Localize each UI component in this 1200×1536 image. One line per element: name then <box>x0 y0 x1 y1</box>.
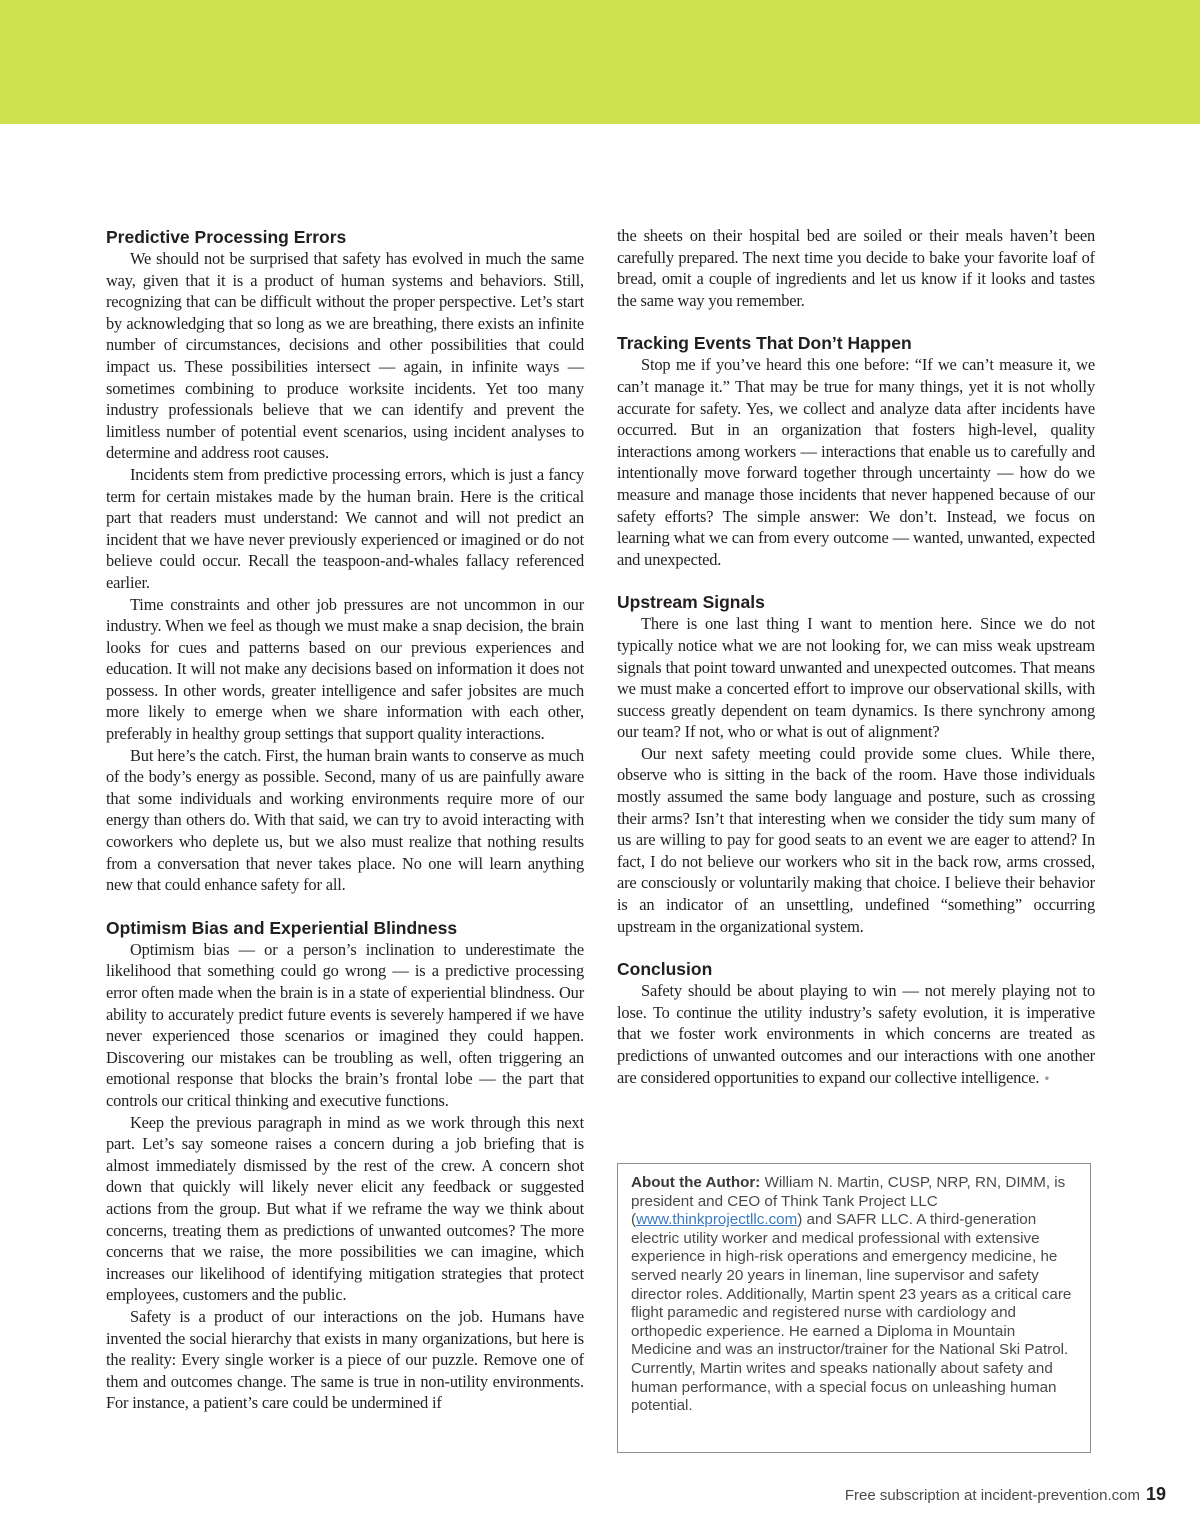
section-heading-predictive-processing: Predictive Processing Errors <box>106 227 347 247</box>
section-heading-upstream-signals: Upstream Signals <box>617 592 765 613</box>
author-bio-rest: ) and SAFR LLC. A third-generation electric utility worker and medical professional with extensive experience in high-risk operations and emergency medicine, he served nearly 20 years in lineman, line supervisor and safety director roles. Additionally, Martin spent 23 years as a critical care flight paramedic and registered nurse with cardiology and orthopedic experience. He earned a Diploma in Mountain Medicine and was an instructor/trainer for the National Ski Patrol. Currently, Martin writes and speaks nationally about safety and human performance, with a special focus on unleashing human potential. <box>631 1211 1072 1415</box>
about-the-author-box <box>617 1163 1091 1453</box>
section-gap <box>617 570 1095 590</box>
section-heading-tracking-events: Tracking Events That Don’t Happen <box>617 333 912 354</box>
section-heading-conclusion: Conclusion <box>617 959 713 980</box>
author-website-link[interactable]: www.thinkprojectllc.com <box>636 1211 798 1229</box>
paragraph: There is one last thing I want to mention here. Since we do not typically notice what we are not looking for, we can miss weak upstream signals that point toward unwanted and unexpected outcomes. That means we must make a concerted effort to improve our observational skills, with success greatly dependent on team dynamics. Is there synchrony among our team? If not, who or what is out of alignment? <box>617 614 1095 742</box>
left-column <box>106 225 584 1414</box>
section-heading-optimism-bias: Optimism Bias and Experiential Blindness <box>106 917 458 938</box>
section-gap <box>106 896 584 916</box>
conclusion-text: Safety should be about playing to win — not merely playing not to lose. To continue the utility industry’s safety evolution, it is imperative that we foster work environments in which concerns are treated as predictions of unwanted outcomes and our interactions with one another are considered opportunities to expand our collective intelligence. <box>617 981 1095 1087</box>
paragraph: Time constraints and other job pressures are not uncommon in our industry. When we feel as though we must make a snap decision, the brain looks for cues and patterns based on our previous experiences and education. It will not make any decisions based on information it does not possess. In other words, greater intelligence and safer jobsites are much more likely to emerge when we share information with each other, preferably in healthy group settings that support quality interactions. <box>106 594 584 744</box>
author-box-lead: About the Author: <box>631 1174 761 1191</box>
header-color-band <box>0 0 1200 124</box>
right-column <box>617 225 1095 1090</box>
author-bio-intro: William N. Martin, CUSP, NRP, RN, DIMM, is president and CEO of Think Tank Project LLC ( <box>631 1174 1066 1229</box>
page-footer <box>845 1482 1166 1508</box>
section-gap <box>617 937 1095 957</box>
paragraph: Optimism bias — or a person’s inclination to underestimate the likelihood that something could go wrong — is a predictive processing error often made when the brain is in a state of experiential blindness. Our ability to accurately predict future events is severely hampered if we have never experienced those scenarios or imagined they could happen. Discovering our mistakes can be troubling as well, often triggering an emotional response that blocks the brain’s frontal lobe — the part that controls our critical thinking and executive functions. <box>106 939 584 1110</box>
page-number: 19 <box>1145 1484 1166 1504</box>
paragraph: But here’s the catch. First, the human brain wants to conserve as much of the body’s energy as possible. Second, many of us are painfully aware that some individuals and working environments require more of our energy than others do. With that said, we can try to avoid interacting with coworkers who deplete us, but we also must realize that nothing results from a conversation that never takes place. No one will learn anything new that could enhance safety for all. <box>106 745 584 895</box>
footer-subscription-text: Free subscription at incident-prevention.com <box>844 1487 1140 1504</box>
paragraph-continuation: the sheets on their hospital bed are soiled or their meals haven’t been carefully prepared. The next time you decide to bake your favorite loaf of bread, omit a couple of ingredients and let us know if it looks and tastes the same way you remember. <box>617 226 1095 310</box>
paragraph: Our next safety meeting could provide some clues. While there, observe who is sitting in the back of the room. Have those individuals mostly assumed the same body language and posture, such as crossing their arms? Isn’t that interesting when we consider the tidy sum many of us are willing to pay for good seats to an event we are eager to attend? In fact, I do not believe our workers who sit in the back row, arms crossed, are consciously or voluntarily making that choice. I believe their behavior is an indicator of an unsettling, undefined “something” occurring upstream in the organizational system. <box>617 743 1095 936</box>
end-of-article-mark: • <box>1043 1071 1051 1086</box>
paragraph-conclusion <box>617 980 1095 1090</box>
paragraph: We should not be surprised that safety has evolved in much the same way, given that it is a product of human systems and behaviors. Still, recognizing that can be difficult without the proper perspective. Let’s start by acknowledging that so long as we are breathing, there exists an infinite number of circumstances, decisions and other possibilities that could impact us. These possibilities intersect — again, in infinite ways — sometimes combining to produce worksite incidents. Yet too many industry professionals believe that we can identify and prevent the limitless number of potential event scenarios, using incident analyses to determine and address root causes. <box>106 249 584 463</box>
paragraph: Keep the previous paragraph in mind as we work through this next part. Let’s say someone raises a concern during a job briefing that is almost immediately dismissed by the rest of the crew. A concern shot down that quickly will likely never elicit any feedback or suggested actions from the group. But what if we reframe the way we think about concerns, treating them as predictions of unwanted outcomes? The more concerns that we raise, the more possibilities we can imagine, which increases our likelihood of identifying mitigation strategies that protect employees, customers and the public. <box>106 1112 584 1305</box>
section-gap <box>617 311 1095 331</box>
paragraph: Safety is a product of our interactions on the job. Humans have invented the social hierarchy that exists in many organizations, but here is the reality: Every single worker is a piece of our puzzle. Remove one of them and outcomes change. The same is true in non-utility environments. For instance, a patient’s care could be undermined if <box>106 1306 584 1413</box>
paragraph: Incidents stem from predictive processing errors, which is just a fancy term for certain mistakes made by the human brain. Here is the critical part that readers must understand: We cannot and will not predict an incident that we have never previously experienced or imagined or do not believe could occur. Recall the teaspoon-and-whales fallacy referenced earlier. <box>106 464 584 592</box>
paragraph: Stop me if you’ve heard this one before: “If we can’t measure it, we can’t manage it.” That may be true for many things, yet it is not wholly accurate for safety. Yes, we collect and analyze data after incidents have occurred. But in an organization that fosters high-level, quality interactions among workers — interactions that enable us to carefully and intentionally move forward together through uncertainty — how do we measure and manage those incidents that never happened because of our safety efforts? The simple answer: We don’t. Instead, we focus on learning what we can from every outcome — wanted, unwanted, expected and unexpected. <box>617 355 1095 569</box>
